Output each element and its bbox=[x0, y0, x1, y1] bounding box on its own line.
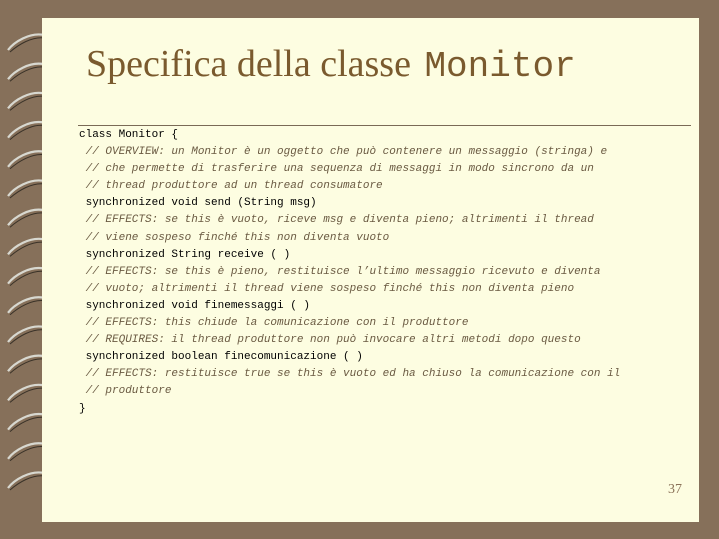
title-text: Specifica della classe bbox=[86, 43, 411, 85]
code-block bbox=[79, 127, 620, 418]
code-line: synchronized boolean finecomunicazione ( ) bbox=[79, 351, 363, 364]
code-comment-line: // EFFECTS: restituisce true se this è vuoto ed ha chiuso la comunicazione con il bbox=[79, 368, 621, 381]
code-comment-line: // EFFECTS: this chiude la comunicazione con il produttore bbox=[79, 317, 469, 330]
code-comment-line: // EFFECTS: se this è pieno, restituisce l’ultimo messaggio ricevuto e diventa bbox=[79, 265, 601, 278]
code-comment-line: // vuoto; altrimenti il thread viene sospeso finché this non diventa pieno bbox=[79, 282, 575, 295]
code-line: } bbox=[79, 402, 86, 415]
code-comment-line: // REQUIRES: il thread produttore non può invocare altri metodi dopo questo bbox=[79, 334, 581, 347]
code-comment-line: // produttore bbox=[79, 385, 172, 398]
code-line: synchronized void finemessaggi ( ) bbox=[79, 299, 311, 312]
slide-title bbox=[86, 42, 576, 87]
code-comment-line: // che permette di trasferire una sequenza di messaggi in modo sincrono da un bbox=[79, 163, 594, 176]
title-code-word: Monitor bbox=[424, 46, 576, 87]
code-line: synchronized String receive ( ) bbox=[79, 248, 291, 261]
code-line: class Monitor { bbox=[79, 129, 179, 141]
code-comment-line: // viene sospeso finché this non diventa vuoto bbox=[79, 231, 390, 244]
code-comment-line: // OVERVIEW: un Monitor è un oggetto che può contenere un messaggio (stringa) e bbox=[79, 146, 608, 159]
page-number: 37 bbox=[668, 482, 682, 497]
code-comment-line: // thread produttore ad un thread consumatore bbox=[79, 180, 383, 193]
title-divider bbox=[78, 125, 691, 126]
code-line: synchronized void send (String msg) bbox=[79, 197, 317, 210]
code-comment-line: // EFFECTS: se this è vuoto, riceve msg e diventa pieno; altrimenti il thread bbox=[79, 214, 594, 227]
